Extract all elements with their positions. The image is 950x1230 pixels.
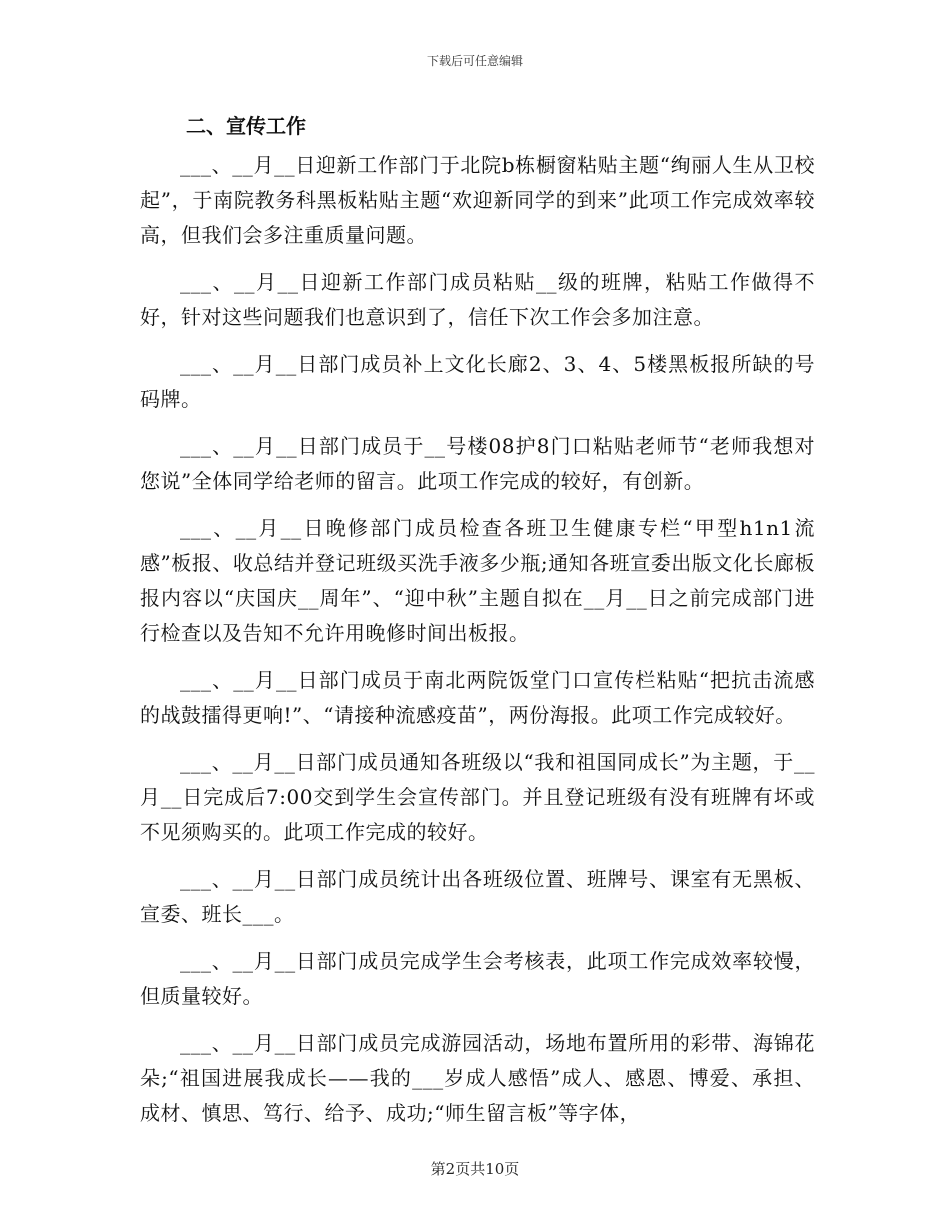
paragraph: ___、__月__日部门成员于南北两院饭堂门口宣传栏粘贴“把抗击流感的战鼓擂得更响!”、“请接种流感疫苗”，两份海报。此项工作完成较好。	[140, 668, 815, 727]
paragraph: ___、__月__日迎新工作部门成员粘贴__级的班牌，粘贴工作做得不好，针对这些问题我们也意识到了，信任下次工作会多加注意。	[140, 270, 815, 329]
section-title: 二、宣传工作	[186, 114, 306, 138]
paragraph: ___、__月__日部门成员完成学生会考核表，此项工作完成效率较慢，但质量较好。	[140, 949, 815, 1008]
page-number-footer: 第2页共10页	[430, 1160, 520, 1178]
paragraph: ___、__月__日部门成员通知各班级以“我和祖国同成长”为主题，于__月__日完成后7:00交到学生会宣传部门。并且登记班级有没有班牌有坏或不见须购买的。此项工作完成的较好。	[140, 750, 815, 844]
document-body	[140, 108, 815, 1143]
page-header-note: 下载后可任意编辑	[426, 54, 523, 68]
paragraph: ___、__月__日部门成员完成游园活动，场地布置所用的彩带、海锦花朵;“祖国进展我成长——我的___岁成人感悟”成人、感恩、博爱、承担、成材、慎思、笃行、给予、成功;“师生留言板”等字体，	[140, 1031, 815, 1125]
paragraph: ___、__月__日晚修部门成员检查各班卫生健康专栏“甲型h1n1流感”板报、收总结并登记班级买洗手液多少瓶;通知各班宣委出版文化长廊板报内容以“庆国庆__周年”、“迎中秋”主题自拟在__月__日之前完成部门进行检查以及告知不允许用晚修时间出板报。	[140, 516, 815, 645]
paragraph: ___、__月__日部门成员于__号楼08护8门口粘贴老师节“老师我想对您说”全体同学给老师的留言。此项工作完成的较好，有创新。	[140, 434, 815, 493]
paragraph: ___、__月__日部门成员补上文化长廊2、3、4、5楼黑板报所缺的号码牌。	[140, 352, 815, 411]
paragraph: ___、__月__日迎新工作部门于北院b栋橱窗粘贴主题“绚丽人生从卫校起”，于南院教务科黑板粘贴主题“欢迎新同学的到来”此项工作完成效率较高，但我们会多注重质量问题。	[140, 153, 815, 247]
paragraph: ___、__月__日部门成员统计出各班级位置、班牌号、课室有无黑板、宣委、班长___。	[140, 867, 815, 926]
